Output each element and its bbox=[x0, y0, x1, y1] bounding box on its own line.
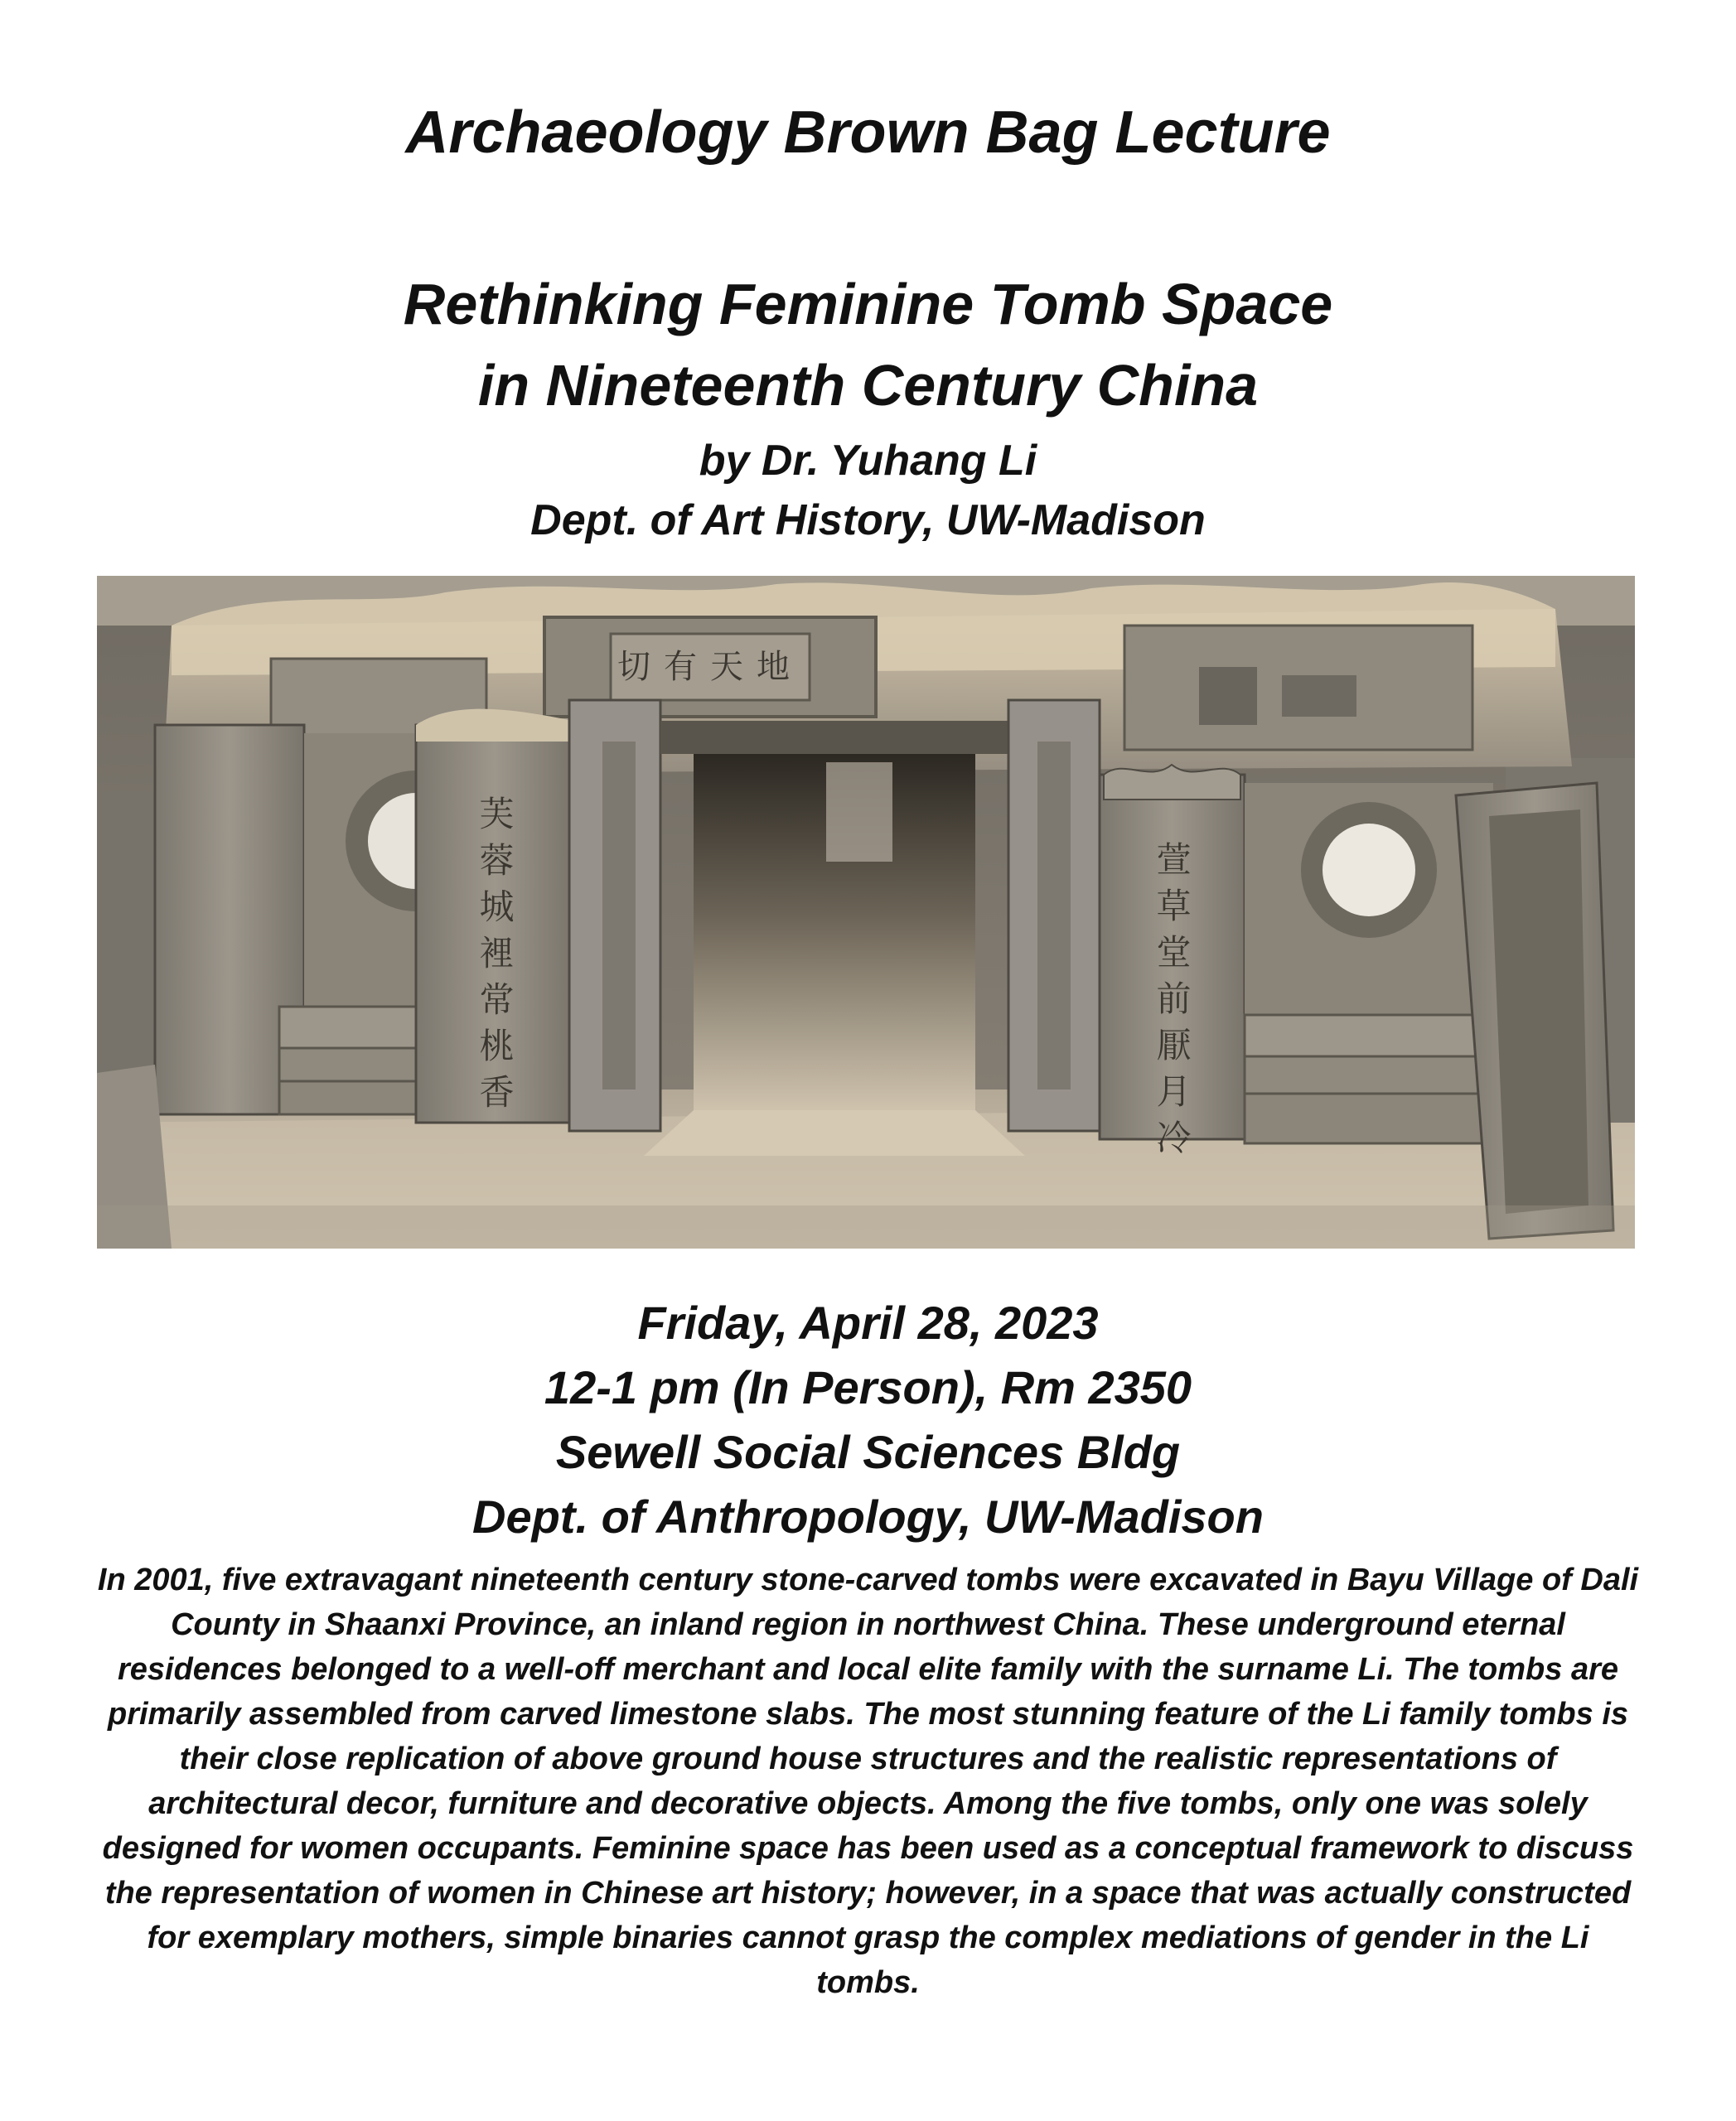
right-couplet: 萱草堂前厭月冷 bbox=[1151, 841, 1192, 1166]
event-host: Dept. of Anthropology, UW-Madison bbox=[472, 1490, 1264, 1543]
talk-title-line-2: in Nineteenth Century China bbox=[477, 353, 1259, 418]
series-title: Archaeology Brown Bag Lecture bbox=[405, 99, 1331, 166]
event-building: Sewell Social Sciences Bldg bbox=[555, 1426, 1181, 1478]
tomb-photo bbox=[97, 576, 1635, 1249]
left-couplet: 芙蓉城裡常桃香 bbox=[474, 795, 515, 1120]
speaker-block bbox=[0, 431, 1736, 550]
lecture-abstract: In 2001, five extravagant nineteenth century stone-carved tombs were excavated in Bayu Village of Dali County in Shaanxi Province, an inland region in northwest China. These underground eternal residences belonged to a well-off merchant and local elite family with the surname Li. The tombs are primarily assembled from carved limestone slabs. The most stunning feature of the Li family tombs is their close replication of above ground house structures and the realistic representations of architectural decor, furniture and decorative objects. Among the five tombs, only one was solely designed for women occupants. Feminine space has been used as a conceptual framework to discuss the representation of women in Chinese art history; however, in a space that was actually constructed for exemplary mothers, simple binaries cannot grasp the complex mediations of gender in the Li tombs. bbox=[97, 1563, 1639, 2000]
event-date: Friday, April 28, 2023 bbox=[637, 1297, 1099, 1349]
talk-title-line-1: Rethinking Feminine Tomb Space bbox=[403, 272, 1333, 336]
lintel-inscription: 切有天地 bbox=[617, 648, 803, 686]
event-time-room: 12-1 pm (In Person), Rm 2350 bbox=[544, 1361, 1192, 1413]
speaker-name: by Dr. Yuhang Li bbox=[699, 437, 1037, 485]
speaker-affiliation: Dept. of Art History, UW-Madison bbox=[530, 496, 1206, 544]
talk-title bbox=[0, 263, 1736, 426]
event-details bbox=[0, 1291, 1736, 1549]
tomb-photo-illustration bbox=[97, 576, 1635, 1249]
